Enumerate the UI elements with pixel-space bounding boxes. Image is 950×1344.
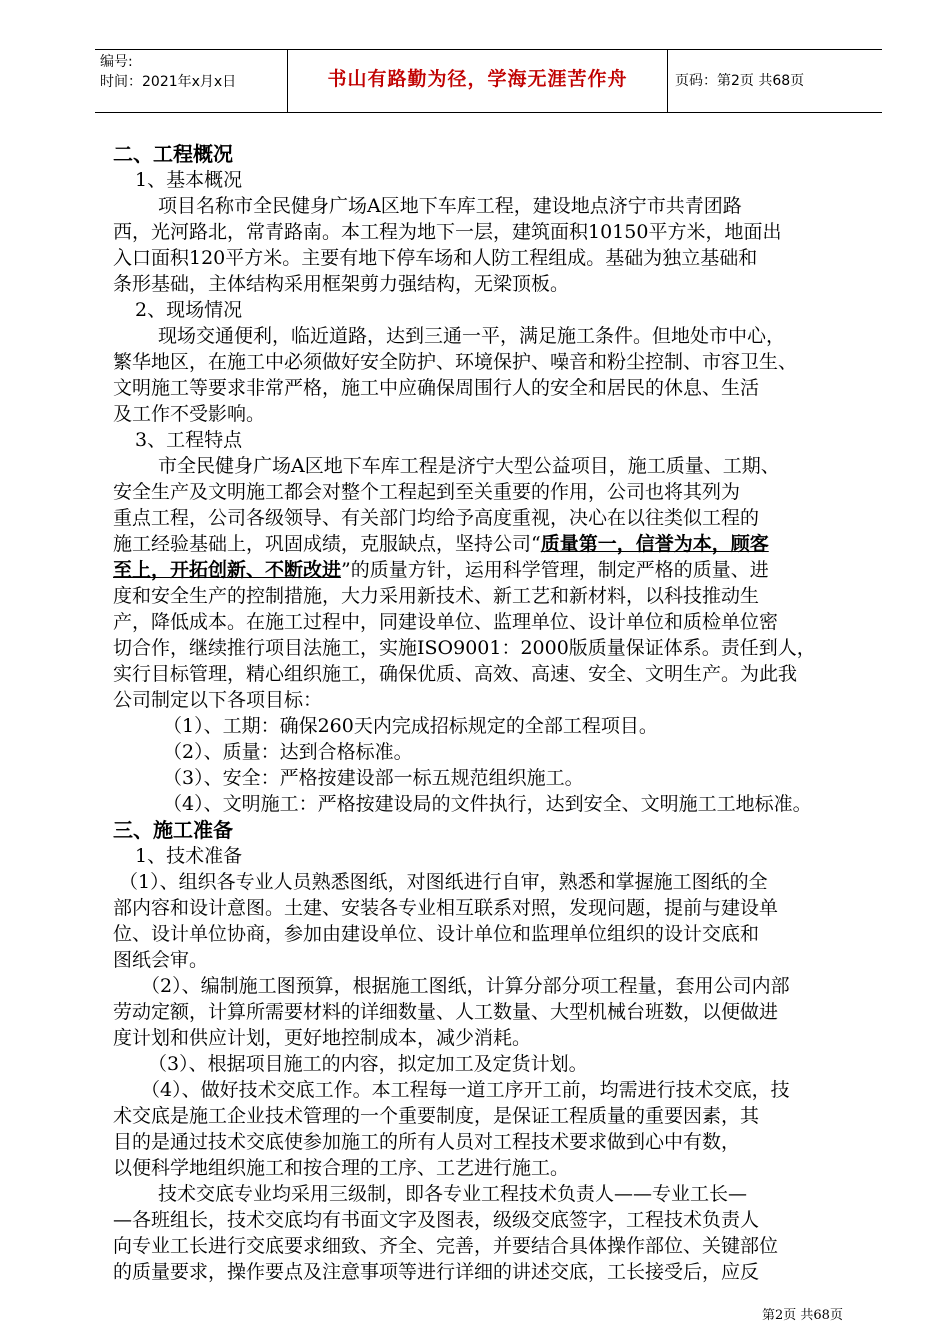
document-body bbox=[113, 141, 873, 1285]
paragraph-line: 重点工程，公司各级领导、有关部门均给予高度重视，决心在以往类似工程的 bbox=[113, 507, 760, 529]
paragraph-line: 产，降低成本。在施工过程中，同建设单位、监理单位、设计单位和质检单位密 bbox=[113, 611, 779, 633]
paragraph-line: 文明施工等要求非常严格，施工中应确保周围行人的安全和居民的休息、生活 bbox=[113, 377, 760, 399]
paragraph-line bbox=[113, 531, 873, 557]
paragraph-line: 公司制定以下各项目标： bbox=[113, 689, 323, 711]
paragraph-line: 市全民健身广场A区地下车库工程是济宁大型公益项目，施工质量、工期、 bbox=[158, 455, 780, 477]
subsection-title: 1、技术准备 bbox=[135, 845, 243, 867]
subsection-title: 2、现场情况 bbox=[135, 299, 243, 321]
quality-policy-emphasis: 至上，开拓创新、不断改进 bbox=[113, 559, 342, 581]
paragraph-line: 劳动定额，计算所需要材料的详细数量、人工数量、大型机械台班数，以便做进 bbox=[113, 1001, 779, 1023]
header-meta bbox=[100, 52, 236, 92]
paragraph-line: 位、设计单位协商，参加由建设单位、设计单位和监理单位组织的设计交底和 bbox=[113, 923, 760, 945]
paragraph-line: 项目名称市全民健身广场A区地下车库工程，建设地点济宁市共青团路 bbox=[158, 195, 742, 217]
paragraph-line: 条形基础，主体结构采用框架剪力强结构，无梁顶板。 bbox=[113, 273, 570, 295]
subsection-title: 3、工程特点 bbox=[135, 429, 243, 451]
goal-item: （4）、文明施工：严格按建设局的文件执行，达到安全、文明施工工地标准。 bbox=[163, 793, 812, 815]
paragraph-line: 度和安全生产的控制措施，大力采用新技术、新工艺和新材料，以科技推动生 bbox=[113, 585, 760, 607]
header-page-number: 页码：第2页 共68页 bbox=[675, 73, 805, 89]
paragraph-line: 向专业工长进行交底要求细致、齐全、完善，并要结合具体操作部位、关键部位 bbox=[113, 1235, 779, 1257]
text-run: ”的质量方针，运用科学管理，制定严格的质量、进 bbox=[341, 559, 769, 581]
header-divider bbox=[667, 50, 668, 112]
paragraph-line: 术交底是施工企业技术管理的一个重要制度，是保证工程质量的重要因素，其 bbox=[113, 1105, 760, 1127]
paragraph-line: 图纸会审。 bbox=[113, 949, 209, 971]
quality-policy-emphasis: 质量第一，信誉为本，顾客 bbox=[540, 533, 769, 555]
paragraph-line: 技术交底专业均采用三级制，即各专业工程技术负责人——专业工长— bbox=[158, 1183, 748, 1205]
paragraph-line: 繁华地区，在施工中必须做好安全防护、环境保护、噪音和粉尘控制、市容卫生、 bbox=[113, 351, 798, 373]
paragraph-line: 实行目标管理，精心组织施工，确保优质、高效、高速、安全、文明生产。为此我 bbox=[113, 663, 798, 685]
paragraph-line: （1）、组织各专业人员熟悉图纸，对图纸进行自审，熟悉和掌握施工图纸的全 bbox=[119, 871, 768, 893]
section-title: 二、工程概况 bbox=[113, 142, 233, 166]
footer-page-number: 第2页 共68页 bbox=[762, 1308, 843, 1323]
page-header bbox=[95, 49, 882, 113]
paragraph-line: 以便科学地组织施工和按合理的工序、工艺进行施工。 bbox=[113, 1157, 570, 1179]
paragraph-line: （3）、根据项目施工的内容，拟定加工及定货计划。 bbox=[148, 1053, 588, 1075]
header-number: 编号: bbox=[100, 54, 133, 70]
paragraph-line: 切合作，继续推行项目法施工，实施ISO9001：2000版质量保证体系。责任到人， bbox=[113, 637, 816, 659]
paragraph-line: 目的是通过技术交底使参加施工的所有人员对工程技术要求做到心中有数， bbox=[113, 1131, 741, 1153]
paragraph-line: 度计划和供应计划，更好地控制成本，减少消耗。 bbox=[113, 1027, 532, 1049]
paragraph-line: 安全生产及文明施工都会对整个工程起到至关重要的作用，公司也将其列为 bbox=[113, 481, 741, 503]
paragraph-line: 现场交通便利，临近道路，达到三通一平，满足施工条件。但地处市中心， bbox=[158, 325, 786, 347]
paragraph-line: （4）、做好技术交底工作。本工程每一道工序开工前，均需进行技术交底，技 bbox=[141, 1079, 790, 1101]
header-slogan: 书山有路勤为径，学海无涯苦作舟 bbox=[327, 68, 628, 90]
paragraph-line: 西，光河路北，常青路南。本工程为地下一层，建筑面积10150平方米，地面出 bbox=[113, 221, 782, 243]
paragraph-line bbox=[113, 557, 873, 583]
paragraph-line: 及工作不受影响。 bbox=[113, 403, 266, 425]
subsection-title: 1、基本概况 bbox=[135, 169, 243, 191]
goal-item: （2）、质量：达到合格标准。 bbox=[163, 741, 413, 763]
text-run: 施工经验基础上，巩固成绩，克服缺点，坚持公司“ bbox=[113, 533, 541, 555]
paragraph-line: （2）、编制施工图预算，根据施工图纸，计算分部分项工程量，套用公司内部 bbox=[141, 975, 790, 997]
goal-item: （1）、工期：确保260天内完成招标规定的全部工程项目。 bbox=[163, 715, 658, 737]
header-time: 时间：2021年x月x日 bbox=[100, 74, 237, 90]
goal-item: （3）、安全：严格按建设部一标五规范组织施工。 bbox=[163, 767, 584, 789]
paragraph-line: 入口面积120平方米。主要有地下停车场和人防工程组成。基础为独立基础和 bbox=[113, 247, 758, 269]
section-title: 三、施工准备 bbox=[113, 818, 233, 842]
paragraph-line: 的质量要求，操作要点及注意事项等进行详细的讲述交底，工长接受后，应反 bbox=[113, 1261, 760, 1283]
paragraph-line: 部内容和设计意图。土建、安装各专业相互联系对照，发现问题，提前与建设单 bbox=[113, 897, 779, 919]
paragraph-line: —各班组长，技术交底均有书面文字及图表，级级交底签字，工程技术负责人 bbox=[113, 1209, 760, 1231]
